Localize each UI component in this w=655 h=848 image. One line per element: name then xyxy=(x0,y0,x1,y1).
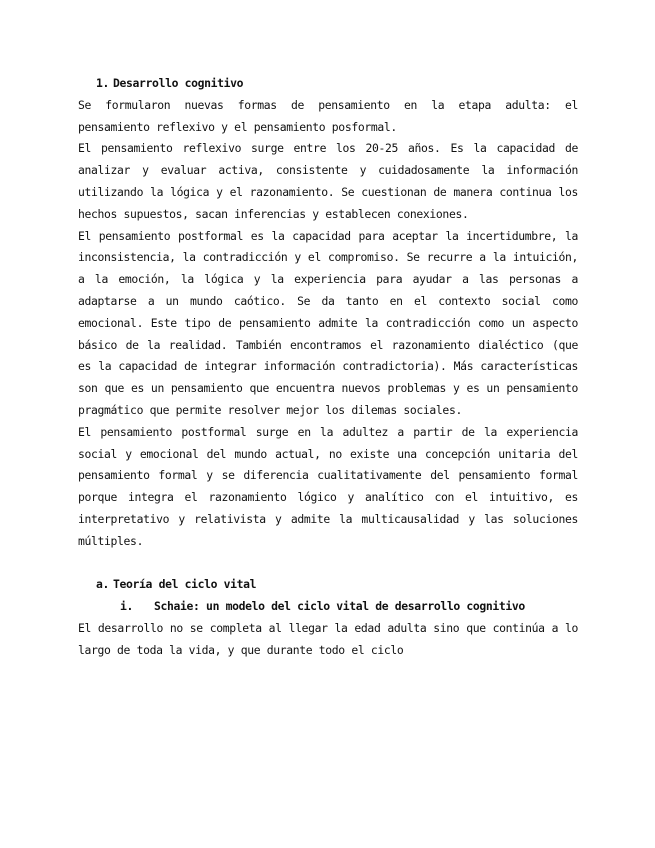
subsection-title: Teoría del ciclo vital xyxy=(113,577,257,592)
section-title: Desarrollo cognitivo xyxy=(113,76,244,90)
subsubsection-title: Schaie: un modelo del ciclo vital de desarrollo cognitivo xyxy=(154,599,525,614)
spacer xyxy=(78,553,578,575)
paragraph-desarrollo-continuo: El desarrollo no se completa al llegar la edad adulta sino que continúa a lo largo de toda la vida, y que durante todo el ciclo xyxy=(78,620,578,657)
subsection-heading-ciclo-vital xyxy=(96,574,578,596)
subsection-number: a. xyxy=(96,577,110,592)
section-heading-desarrollo-cognitivo xyxy=(96,73,578,95)
subsubsection-heading-schaie xyxy=(120,596,578,618)
paragraph-postformal-adultez: El pensamiento postformal surge en la adultez a partir de la experiencia social y emocional del mundo actual, no existe una concepción unitaria del pensamiento formal y se diferencia cualitativamente del pensamiento formal porque integra el razonamiento lógico y analítico con el intuitivo, es interpretativo y relativista y admite la multicausalidad y las soluciones múltiples. xyxy=(78,424,578,548)
paragraph-intro: Se formularon nuevas formas de pensamiento en la etapa adulta: el pensamiento reflexivo y el pensamiento posformal. xyxy=(78,97,578,134)
document-body xyxy=(78,73,578,662)
paragraph-pensamiento-postformal: El pensamiento postformal es la capacidad para aceptar la incertidumbre, la inconsistencia, la contradicción y el compromiso. Se recurre a la intuición, a la emoción, la lógica y la experiencia para ayudar a las personas a adaptarse a un mundo caótico. Se da tanto en el contexto social como emocional. Este tipo de pensamiento admite la contradicción como un aspecto básico de la realidad. También encontramos el razonamiento dialéctico (que es la capacidad de integrar información contradictoria). Más características son que es un pensamiento que encuentra nuevos problemas y es un pensamiento pragmático que permite resolver mejor los dilemas sociales. xyxy=(78,228,578,417)
subsubsection-number: i. xyxy=(120,599,134,614)
paragraph-pensamiento-reflexivo: El pensamiento reflexivo surge entre los 20-25 años. Es la capacidad de analizar y evaluar activa, consistente y cuidadosamente la información utilizando la lógica y el razonamiento. Se cuestionan de manera continua los hechos supuestos, sacan inferencias y establecen conexiones. xyxy=(78,141,578,221)
section-number: 1. xyxy=(96,76,110,90)
